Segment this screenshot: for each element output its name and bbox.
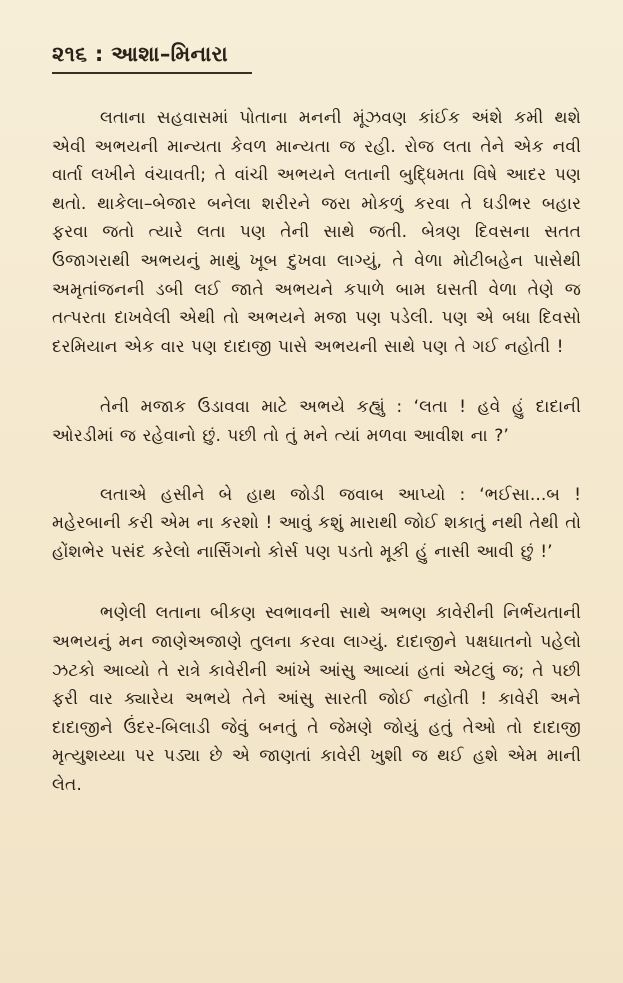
paragraph-1: લતાના સહવાસમાં પોતાના મનની મૂંઝવણ કાંઈક અંશે કમી થશે એવી અભયની માન્યતા કેવળ માન્યતા જ રહી. રોજ લતા તેને એક નવી વાર્તા લખીને વંચાવતી; તે વાંચી અભયને લતાની બુદ્ધિમતા વિષે આદર પણ થતો. થાકેલા–બેજાર બનેલા શરીરને જરા મોકળું કરવા તે ઘડીભર બહાર ફરવા જતો ત્યારે લતા પણ તેની સાથે જતી. બેત્રણ દિવસના સતત ઉજાગરાથી અભયનું માથું ખૂબ દુખવા લાગ્યું, તે વેળા મોટીબહેન પાસેથી અમૃતાંજનની ડબી લઈ જાતે અભયને કપાળે બામ ઘસતી વેળા તેણે જ તત્પરતા દાખવેલી એથી તો અભયને મજા પણ પડેલી. પણ એ બધા દિવસો દરમિયાન એક વાર પણ દાદાજી પાસે અભયની સાથે પણ તે ગઈ નહોતી ! [52,108,581,357]
paragraph-4: ભણેલી લતાના બીકણ સ્વભાવની સાથે અભણ કાવેરીની નિર્ભયતાની અભયનું મન જાણેઅજાણે તુલના કરવા લાગ્યું. દાદાજીને પક્ષઘાતનો પહેલો ઝટકો આવ્યો તે રાત્રે કાવેરીની આંખે આંસુ આવ્યાં હતાં એટલું જ; તે પછી ફરી વાર ક્યારેય અભયે તેને આંસુ સારતી જોઈ નહોતી ! કાવેરી અને દાદાજીને ઉંદર-બિલાડી જેવું બનતું તે જેમણે જોયું હતું તેઓ તો દાદાજી મૃત્યુશય્યા પર પડ્યા છે એ જાણતાં કાવેરી ખુશી જ થઈ હશે એમ માની લેત. [52,603,581,795]
paragraph-3: લતાએ હસીને બે હાથ જોડી જવાબ આપ્યો : ‘ભઈસા...બ ! મહેરબાની કરી એમ ના કરશો ! આવું કશું મારાથી જોઈ શકાતું નથી તેથી તો હોંશભેર પસંદ કરેલો નાર્સિંગનો કોર્સ પણ પડતો મૂકી હું નાસી આવી છું !’ [52,484,581,562]
running-header: ૨૧૬ : આશા–મિનારા [52,42,228,66]
header-underline [52,72,252,74]
paragraph-2: તેની મજાક ઉડાવવા માટે અભયે કહ્યું : ‘લતા ! હવે હું દાદાની ઓરડીમાં જ રહેવાનો છું. પછી તો તું મને ત્યાં મળવા આવીશ ના ?’ [52,397,581,446]
